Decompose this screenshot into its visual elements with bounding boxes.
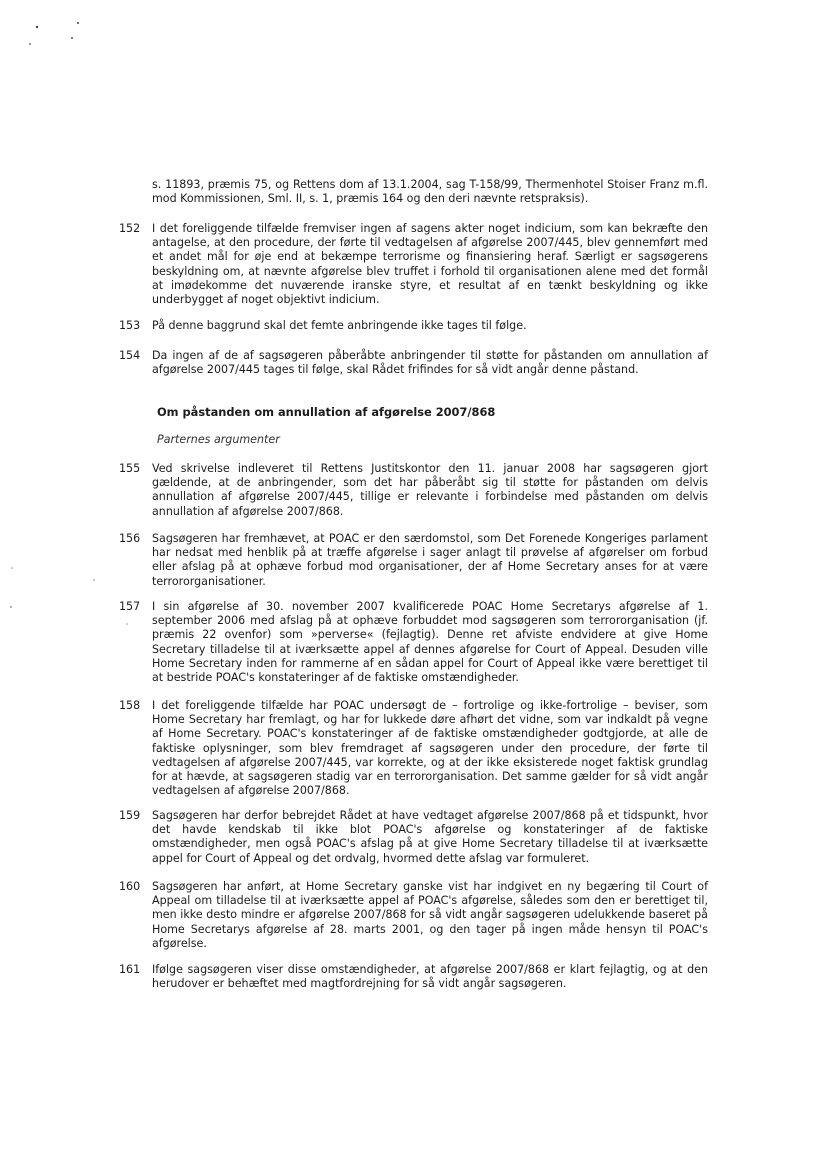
section-heading: Om påstanden om annullation af afgørelse 2007/868 xyxy=(157,405,496,419)
paragraph-text: Ved skrivelse indleveret til Rettens Justitskontor den 11. januar 2008 har sagsøgeren gjort gældende, at de anbringender, som det har påberåbt sig til støtte for påstanden om delvis annullation af afgørelse 2007/445, tillige er relevante i forbindelse med påstanden om delvis annullation af afgørelse 2007/868. xyxy=(152,462,708,518)
paragraph-text: Ifølge sagsøgeren viser disse omstændigheder, at afgørelse 2007/868 er klart fejlagtig, og at den herudover er behæftet med magtfordrejning for så vidt angår sagsøgeren. xyxy=(152,963,708,991)
paragraph-text: Sagsøgeren har derfor bebrejdet Rådet at have vedtaget afgørelse 2007/868 på et tidspunkt, hvor det havde kendskab til ikke blot POAC's afgørelse og konstateringer af de faktiske omstændigheder, men også POAC's afslag på at give Home Secretary tilladelse til at iværksætte appel for Court of Appeal og det ordvalg, hvormed dette afslag var formuleret. xyxy=(152,809,708,865)
paragraph-text: Sagsøgeren har fremhævet, at POAC er den særdomstol, som Det Forenede Kongeriges parlament har nedsat med henblik på at træffe afgørelse i sager anlagt til prøvelse af afgørelser om forbud eller afslag på at ophæve forbud mod organisationer, der af Home Secretary anses for at være terrororganisationer. xyxy=(152,532,708,588)
paragraph-number: 154 xyxy=(119,349,141,362)
paragraph-number: 152 xyxy=(119,222,141,235)
paragraph-text: I sin afgørelse af 30. november 2007 kvalificerede POAC Home Secretarys afgørelse af 1. september 2006 med afslag på at ophæve forbuddet mod sagsøgeren som terrororganisation (jf. præmis 22 ovenfor) som »perverse« (fejlagtig). Denne ret afviste endvidere at give Home Secretary tilladelse til at iværksætte appel af dennes afgørelse for Court of Appeal. Desuden ville Home Secretary inden for rammerne af en sådan appel for Court of Appeal ikke være berettiget til at bestride POAC's konstateringer af de faktiske omstændigheder. xyxy=(152,600,708,685)
paragraph-text: På denne baggrund skal det femte anbringende ikke tages til følge. xyxy=(152,319,527,332)
paragraph-number: 155 xyxy=(119,462,141,475)
paragraph-number: 161 xyxy=(119,963,141,976)
paragraph-number: 159 xyxy=(119,809,141,822)
paragraph-number: 153 xyxy=(119,319,141,332)
continuation-text: s. 11893, præmis 75, og Rettens dom af 13.1.2004, sag T-158/99, Thermenhotel Stoiser Franz m.fl. mod Kommissionen, Sml. II, s. 1, præmis 164 og den deri nævnte retspraksis). xyxy=(152,178,708,206)
paragraph-number: 160 xyxy=(119,880,141,893)
paragraph-text: Da ingen af de af sagsøgeren påberåbte anbringender til støtte for påstanden om annullation af afgørelse 2007/445 tages til følge, skal Rådet frifindes for så vidt angår denne påstand. xyxy=(152,349,708,377)
paragraph-number: 156 xyxy=(119,532,141,545)
paragraph-text: Sagsøgeren har anført, at Home Secretary ganske vist har indgivet en ny begæring til Court of Appeal om tilladelse til at iværksætte appel af POAC's afgørelse, således som den er berettiget til, men ikke desto mindre er afgørelse 2007/868 for så vidt angår sagsøgeren udelukkende baseret på Home Secretarys afgørelse af 28. marts 2001, og den tager på ingen måde hensyn til POAC's afgørelse. xyxy=(152,880,708,950)
paragraph-text: I det foreliggende tilfælde fremviser ingen af sagens akter noget indicium, som kan bekræfte den antagelse, at den procedure, der førte til vedtagelsen af afgørelse 2007/445, blev gennemført med et andet mål for øje end at bekæmpe terrorisme og finansiering heraf. Særligt er sagsøgerens beskyldning om, at nævnte afgørelse blev truffet i forhold til organisationen alene med det formål at imødekomme det nuværende iranske styre, et resultat af en tænkt beskyldning og ikke underbygget af noget objektivt indicium. xyxy=(152,222,708,307)
paragraph-number: 158 xyxy=(119,699,141,712)
section-subheading: Parternes argumenter xyxy=(157,433,280,446)
paragraph-text: I det foreliggende tilfælde har POAC undersøgt de – fortrolige og ikke-fortrolige – beviser, som Home Secretary har fremlagt, og har for lukkede døre afhørt det vidne, som var indkaldt på vegne af Home Secretary. POAC's konstateringer af de faktiske omstændigheder godtgjorde, at alle de faktiske oplysninger, som blev fremdraget af sagsøgeren under den procedure, der førte til vedtagelsen af afgørelse 2007/445, var korrekte, og at der ikke eksisterede noget faktisk grundlag for at hævde, at sagsøgeren stadig var en terrororganisation. Det samme gælder for så vidt angår vedtagelsen af afgørelse 2007/868. xyxy=(152,699,708,798)
paragraph-number: 157 xyxy=(119,600,141,613)
